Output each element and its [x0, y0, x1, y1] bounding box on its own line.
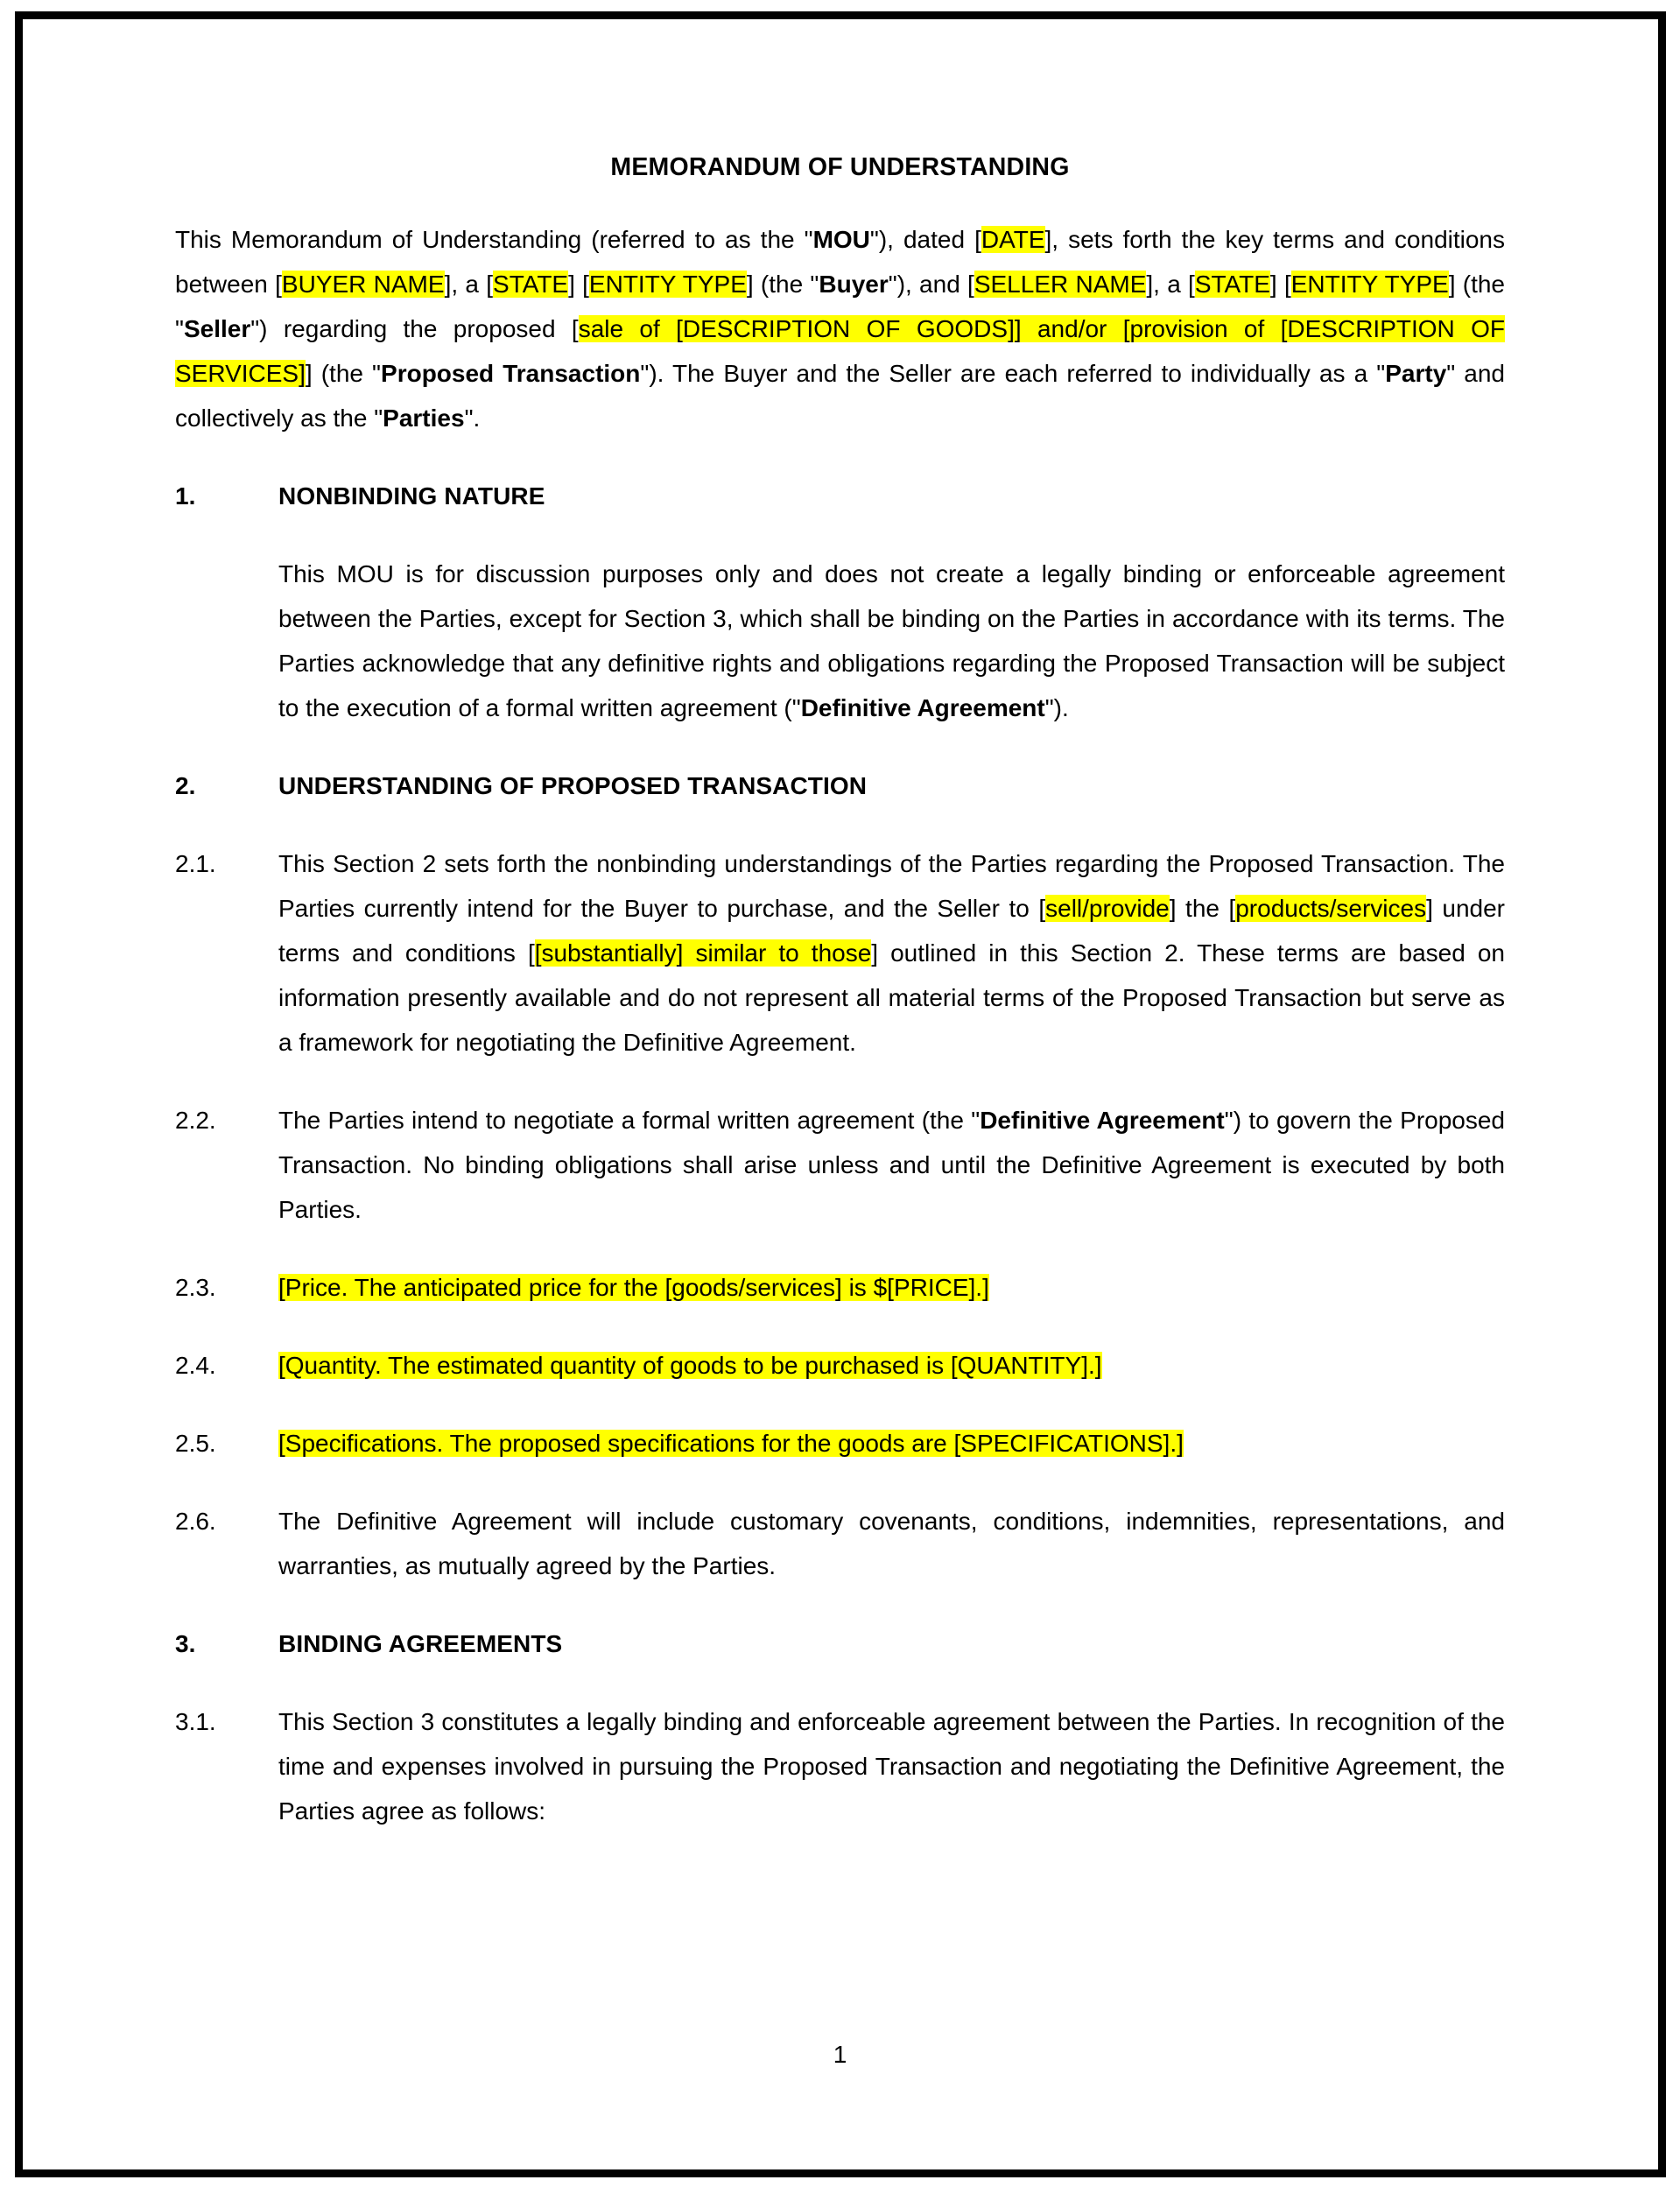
- clause-body-2-2: [278, 1098, 1557, 1232]
- placeholder-buyer-state: STATE: [493, 271, 569, 298]
- clause-2-2-text-2: ") to govern the Proposed Transaction. No binding obligations shall arise unless and until the Definitive Agreement is executed by both Parties.: [278, 1107, 1506, 1223]
- clause-3-1: [175, 1699, 1557, 1833]
- section-1-text-1: This MOU is for discussion purposes only and does not create a legally binding or enforceable agreement between the Parties, except for Section 3, which shall be binding on the Parties in accordance with its terms. The Parties acknowledge that any definitive rights and obligations regarding the Proposed Transaction will be subject to the execution of a formal written agreement (": [278, 560, 1505, 721]
- section-title-3: BINDING AGREEMENTS: [278, 1630, 563, 1657]
- term-mou: MOU: [812, 226, 870, 253]
- section-heading-3: [175, 1621, 1557, 1666]
- intro-text-5: ] [: [568, 271, 589, 298]
- section-title-1: NONBINDING NATURE: [278, 482, 545, 510]
- intro-text-7: "), and [: [888, 271, 974, 298]
- intro-text-15: ".: [464, 404, 481, 432]
- placeholder-seller-name: SELLER NAME: [974, 271, 1147, 298]
- section-1-text-2: ").: [1044, 694, 1069, 721]
- clause-2-2: [175, 1098, 1557, 1232]
- section-1-body: [278, 552, 1557, 730]
- clause-body-3-1: This Section 3 constitutes a legally binding and enforceable agreement between the Parties. In recognition of the time and expenses involved in pursuing the Proposed Transaction and negotiating the Definitive Agreement, the Parties agree as follows:: [278, 1708, 1505, 1825]
- clause-number-2-1: 2.1.: [175, 850, 216, 877]
- placeholder-price-clause: [Price. The anticipated price for the [goods/services] is $[PRICE].]: [278, 1274, 989, 1301]
- clause-2-1: [175, 841, 1557, 1065]
- placeholder-seller-entity-type: ENTITY TYPE: [1290, 271, 1449, 298]
- clause-2-6: [175, 1499, 1557, 1588]
- clause-2-5: [175, 1421, 1557, 1466]
- clause-number-2-5: 2.5.: [175, 1430, 216, 1457]
- intro-text-3: ], sets forth the key terms and conditions between [: [175, 226, 1506, 298]
- intro-text-10: ] (the ": [175, 271, 1505, 342]
- section-heading-1: [175, 474, 1557, 518]
- clause-2-1-text-3: ] under terms and conditions [: [278, 895, 1505, 967]
- placeholder-products-services: products/services: [1235, 895, 1427, 922]
- section-number-2: 2.: [175, 772, 196, 799]
- clause-2-1-text-4: ] outlined in this Section 2. These terms are based on information presently available and do not represent all material terms of the Proposed Transaction but serve as a framework for negotiating the Definitive Agreement.: [278, 939, 1505, 1056]
- intro-text-4: ], a [: [444, 271, 494, 298]
- section-number-1: 1.: [175, 482, 196, 510]
- section-title-2: UNDERSTANDING OF PROPOSED TRANSACTION: [278, 772, 868, 799]
- intro-text-9: ] [: [1269, 271, 1291, 298]
- clause-2-1-text-1: This Section 2 sets forth the nonbinding understandings of the Parties regarding the Proposed Transaction. The Parties currently intend for the Buyer to purchase, and the Seller to [: [278, 850, 1505, 922]
- intro-text-8: ], a [: [1146, 271, 1195, 298]
- clause-body-2-3: [278, 1265, 1557, 1310]
- intro-text-13: "). The Buyer and the Seller are each referred to individually as a ": [640, 360, 1386, 387]
- clause-number-2-3: 2.3.: [175, 1274, 216, 1301]
- clause-number-2-2: 2.2.: [175, 1107, 216, 1134]
- placeholder-sell-provide: sell/provide: [1045, 895, 1170, 922]
- clause-body-2-6: The Definitive Agreement will include customary covenants, conditions, indemnities, representations, and warranties, as mutually agreed by the Parties.: [278, 1508, 1505, 1579]
- intro-text-6: ] (the ": [746, 271, 819, 298]
- term-buyer: Buyer: [819, 271, 889, 298]
- placeholder-buyer-name: BUYER NAME: [281, 271, 445, 298]
- section-heading-2: [175, 763, 1557, 808]
- clause-2-4: [175, 1343, 1557, 1388]
- intro-text-2: "), dated [: [869, 226, 981, 253]
- clause-body-2-4: [278, 1343, 1557, 1388]
- term-definitive-agreement-2: Definitive Agreement: [980, 1107, 1225, 1134]
- clause-number-3-1: 3.1.: [175, 1708, 216, 1735]
- placeholder-substantially-similar: [substantially] similar to those: [534, 939, 872, 967]
- clause-body-2-5: [278, 1421, 1557, 1466]
- clause-2-1-text-2: ] the [: [1169, 895, 1236, 922]
- page-number: 1: [833, 2041, 847, 2068]
- clause-number-2-4: 2.4.: [175, 1352, 216, 1379]
- intro-text-11: ") regarding the proposed [: [250, 315, 579, 342]
- placeholder-seller-state: STATE: [1194, 271, 1270, 298]
- clause-body-2-1: [278, 841, 1557, 1065]
- intro-text-1: This Memorandum of Understanding (referred to as the ": [175, 226, 813, 253]
- intro-text-14: " and collectively as the ": [175, 360, 1506, 432]
- placeholder-quantity-clause: [Quantity. The estimated quantity of goods to be purchased is [QUANTITY].]: [278, 1352, 1102, 1379]
- clause-2-2-text-1: The Parties intend to negotiate a formal written agreement (the ": [278, 1107, 981, 1134]
- term-parties: Parties: [383, 404, 465, 432]
- section-number-3: 3.: [175, 1630, 196, 1657]
- intro-text-12: ] (the ": [305, 360, 382, 387]
- term-party: Party: [1385, 360, 1447, 387]
- placeholder-buyer-entity-type: ENTITY TYPE: [588, 271, 747, 298]
- placeholder-specifications-clause: [Specifications. The proposed specifications for the goods are [SPECIFICATIONS].]: [278, 1430, 1184, 1457]
- placeholder-date: DATE: [981, 226, 1045, 253]
- clause-number-2-6: 2.6.: [175, 1508, 216, 1535]
- term-seller: Seller: [183, 315, 251, 342]
- clause-2-3: [175, 1265, 1557, 1310]
- placeholder-goods-services-description: sale of [DESCRIPTION OF GOODS]] and/or [provision of [DESCRIPTION OF SERVICES]: [175, 315, 1505, 387]
- term-proposed-transaction: Proposed Transaction: [381, 360, 641, 387]
- page-title: MEMORANDUM OF UNDERSTANDING: [610, 153, 1070, 181]
- intro-paragraph: [175, 217, 1557, 440]
- term-definitive-agreement-1: Definitive Agreement: [800, 694, 1045, 721]
